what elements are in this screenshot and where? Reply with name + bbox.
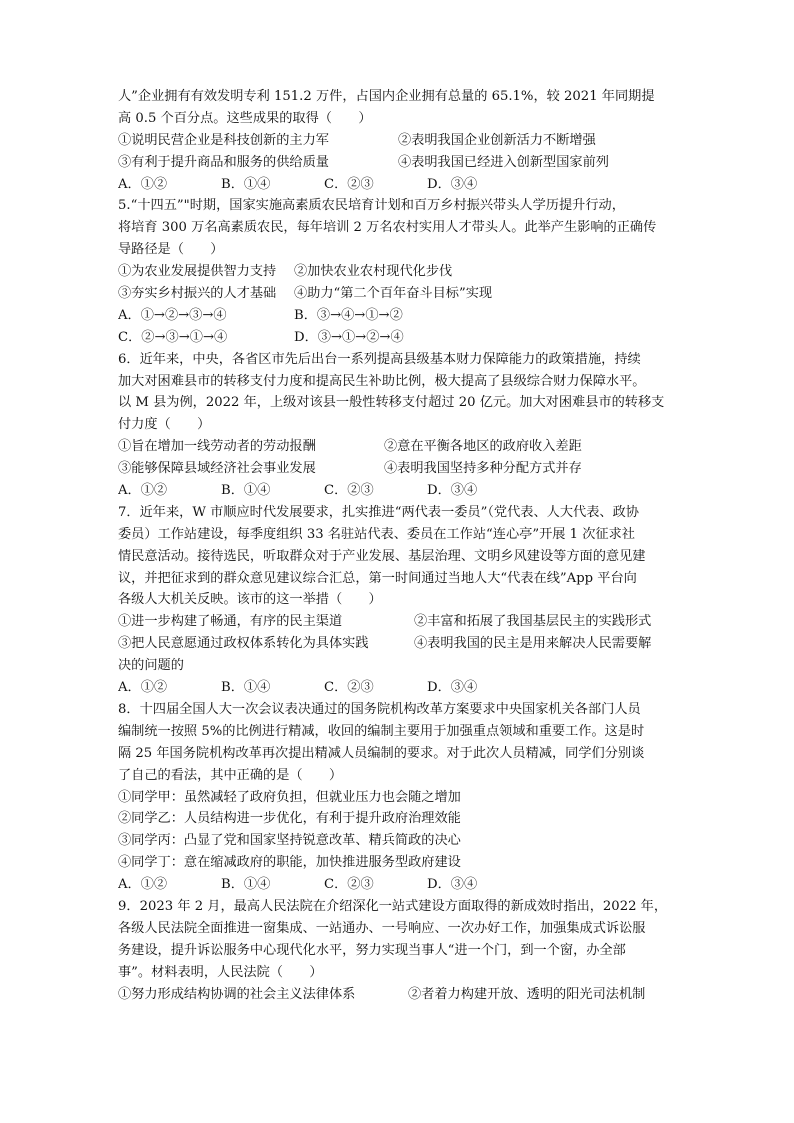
choice-b: B．①④ xyxy=(221,176,271,192)
option-item: ①为农业发展提供智力支持 xyxy=(118,264,277,280)
choice-c: C．②③ xyxy=(324,680,374,696)
question-stem-line: 加大对困难县市的转移支付力度和提高民生补助比例，极大提高了县级综合财力保障水平。 xyxy=(118,373,646,389)
choice-a: A．①② xyxy=(118,483,168,499)
choice-b: B．①④ xyxy=(221,680,271,696)
question-9 xyxy=(118,896,684,1005)
choice-c: C．②→③→①→④ xyxy=(118,329,228,345)
choice-a: A．①→②→③→④ xyxy=(118,307,227,323)
question-stem-line: 务建设，提升诉讼服务中心现代化水平，努力实现当事人“进一个门，到一个窗，办全部 xyxy=(118,942,626,958)
option-item: ④表明我国已经进入创新型国家前列 xyxy=(398,154,609,170)
choice-d: D．③→①→②→④ xyxy=(294,329,404,345)
exam-page xyxy=(118,86,684,1005)
choice-a: A．①② xyxy=(118,680,168,696)
option-item: ④表明我国的民主是用来解决人民需要解 xyxy=(414,636,652,652)
question-stem-line: 各级人大机关反映。该市的这一举措（ ） xyxy=(118,592,382,608)
question-stem-line: 了自己的看法，其中正确的是（ ） xyxy=(118,767,343,783)
question-7 xyxy=(118,502,684,699)
question-stem-line: 隔 25 年国务院机构改革再次提出精减人员编制的要求。对于此次人员精减，同学们分别谈 xyxy=(118,745,645,761)
option-item: ③能够保障县域经济社会事业发展 xyxy=(118,461,316,477)
question-stem-line: 6．近年来，中央，各省区市先后出台一系列提高县级基本财力保障能力的政策措施，持续 xyxy=(118,351,641,367)
option-item: ③有利于提升商品和服务的供给质量 xyxy=(118,154,329,170)
question-6 xyxy=(118,349,684,502)
question-stem-line: 高 0.5 个百分点。这些成果的取得（ ） xyxy=(118,110,372,126)
question-5 xyxy=(118,195,684,348)
choice-c: C．②③ xyxy=(324,877,374,893)
question-stem-line: 人”企业拥有有效发明专利 151.2 万件，占国内企业拥有总量的 65.1%，较 2021 年同期提 xyxy=(118,89,655,104)
option-item: ①说明民营企业是科技创新的主力军 xyxy=(118,132,329,148)
question-stem-line: 8．十四届全国人大一次会议表决通过的国务院机构改革方案要求中央国家机关各部门人员 xyxy=(118,701,641,717)
option-item: ③夯实乡村振兴的人才基础 xyxy=(118,286,277,302)
question-stem-line: 5.“十四五”"时期，国家实施高素质农民培育计划和百万乡村振兴带头人学历提升行动， xyxy=(118,198,625,214)
option-item: ④同学丁：意在缩减政府的职能，加快推进服务型政府建设 xyxy=(118,855,461,871)
option-item: ②丰富和拓展了我国基层民主的实践形式 xyxy=(414,614,652,630)
question-stem-line: 委员）工作站建设，每季度组织 33 名驻站代表、委员在工作站“连心亭”开展 1 次征求社 xyxy=(118,526,635,542)
option-item: ④助力“第二个百年奋斗目标”实现 xyxy=(294,286,493,302)
question-stem-line: 9．2023 年 2 月，最高人民法院在介绍深化一站式建设方面取得的新成效时指出，2022 年， xyxy=(118,898,668,914)
option-item: ②意在平衡各地区的政府收入差距 xyxy=(384,439,582,455)
choice-b: B．①④ xyxy=(221,483,271,499)
question-4 xyxy=(118,86,684,195)
question-stem-line: 以 M 县为例，2022 年，上级对该县一般性转移支付超过 20 亿元。加大对困难县市的转移支 xyxy=(118,395,665,411)
question-stem-line: 情民意活动。接待选民，听取群众对于产业发展、基层治理、文明乡风建设等方面的意见建 xyxy=(118,548,646,564)
choice-d: D．③④ xyxy=(427,680,478,696)
choice-d: D．③④ xyxy=(427,176,478,192)
option-item: ①进一步构建了畅通，有序的民主渠道 xyxy=(118,614,343,630)
choice-d: D．③④ xyxy=(427,483,478,499)
option-continuation: 决的问题的 xyxy=(118,658,184,674)
question-stem-line: 议，并把征求到的群众意见建议综合汇总，第一时间通过当地人大“代表在线”App 平台向 xyxy=(118,570,637,586)
option-item: ①努力形成结构协调的社会主义法律体系 xyxy=(118,986,356,1002)
choice-b: B．①④ xyxy=(221,877,271,893)
question-stem-line: 编制统一按照 5%的比例进行精减，收回的编制主要用于加强重点领域和重要工作。这是时 xyxy=(118,723,645,739)
choice-d: D．③④ xyxy=(427,877,478,893)
option-item: ②加快农业农村现代化步伐 xyxy=(294,264,453,280)
option-item: ④表明我国坚持多种分配方式并存 xyxy=(384,461,582,477)
question-stem-line: 各级人民法院全面推进一窗集成、一站通办、一号响应、一次办好工作，加强集成式诉讼服 xyxy=(118,920,646,936)
option-item: ②者着力构建开放、透明的阳光司法机制 xyxy=(408,986,646,1002)
option-item: ③把人民意愿通过政权体系转化为具体实践 xyxy=(118,636,369,652)
option-item: ①旨在增加一线劳动者的劳动报酬 xyxy=(118,439,316,455)
question-stem-line: 导路径是（ ） xyxy=(118,242,224,258)
question-stem-line: 付力度（ ） xyxy=(118,417,211,433)
question-stem-line: 事”。材料表明，人民法院（ ） xyxy=(118,964,323,980)
choice-a: A．①② xyxy=(118,877,168,893)
choice-c: C．②③ xyxy=(324,483,374,499)
option-item: ②表明我国企业创新活力不断增强 xyxy=(398,132,596,148)
choice-a: A．①② xyxy=(118,176,168,192)
option-item: ③同学丙：凸显了党和国家坚持锐意改革、精兵简政的决心 xyxy=(118,833,461,849)
question-8 xyxy=(118,699,684,896)
question-stem-line: 将培育 300 万名高素质农民，每年培训 2 万名农村实用人才带头人。此举产生影响的正确传 xyxy=(118,220,657,236)
option-item: ①同学甲：虽然减轻了政府负担，但就业压力也会随之增加 xyxy=(118,789,461,805)
choice-c: C．②③ xyxy=(324,176,374,192)
option-item: ②同学乙：人员结构进一步优化，有利于提升政府治理效能 xyxy=(118,811,461,827)
choice-b: B．③→④→①→② xyxy=(294,307,403,323)
question-stem-line: 7．近年来，W 市顺应时代发展要求，扎实推进“两代表一委员”（党代表、人大代表、政协 xyxy=(118,504,639,520)
